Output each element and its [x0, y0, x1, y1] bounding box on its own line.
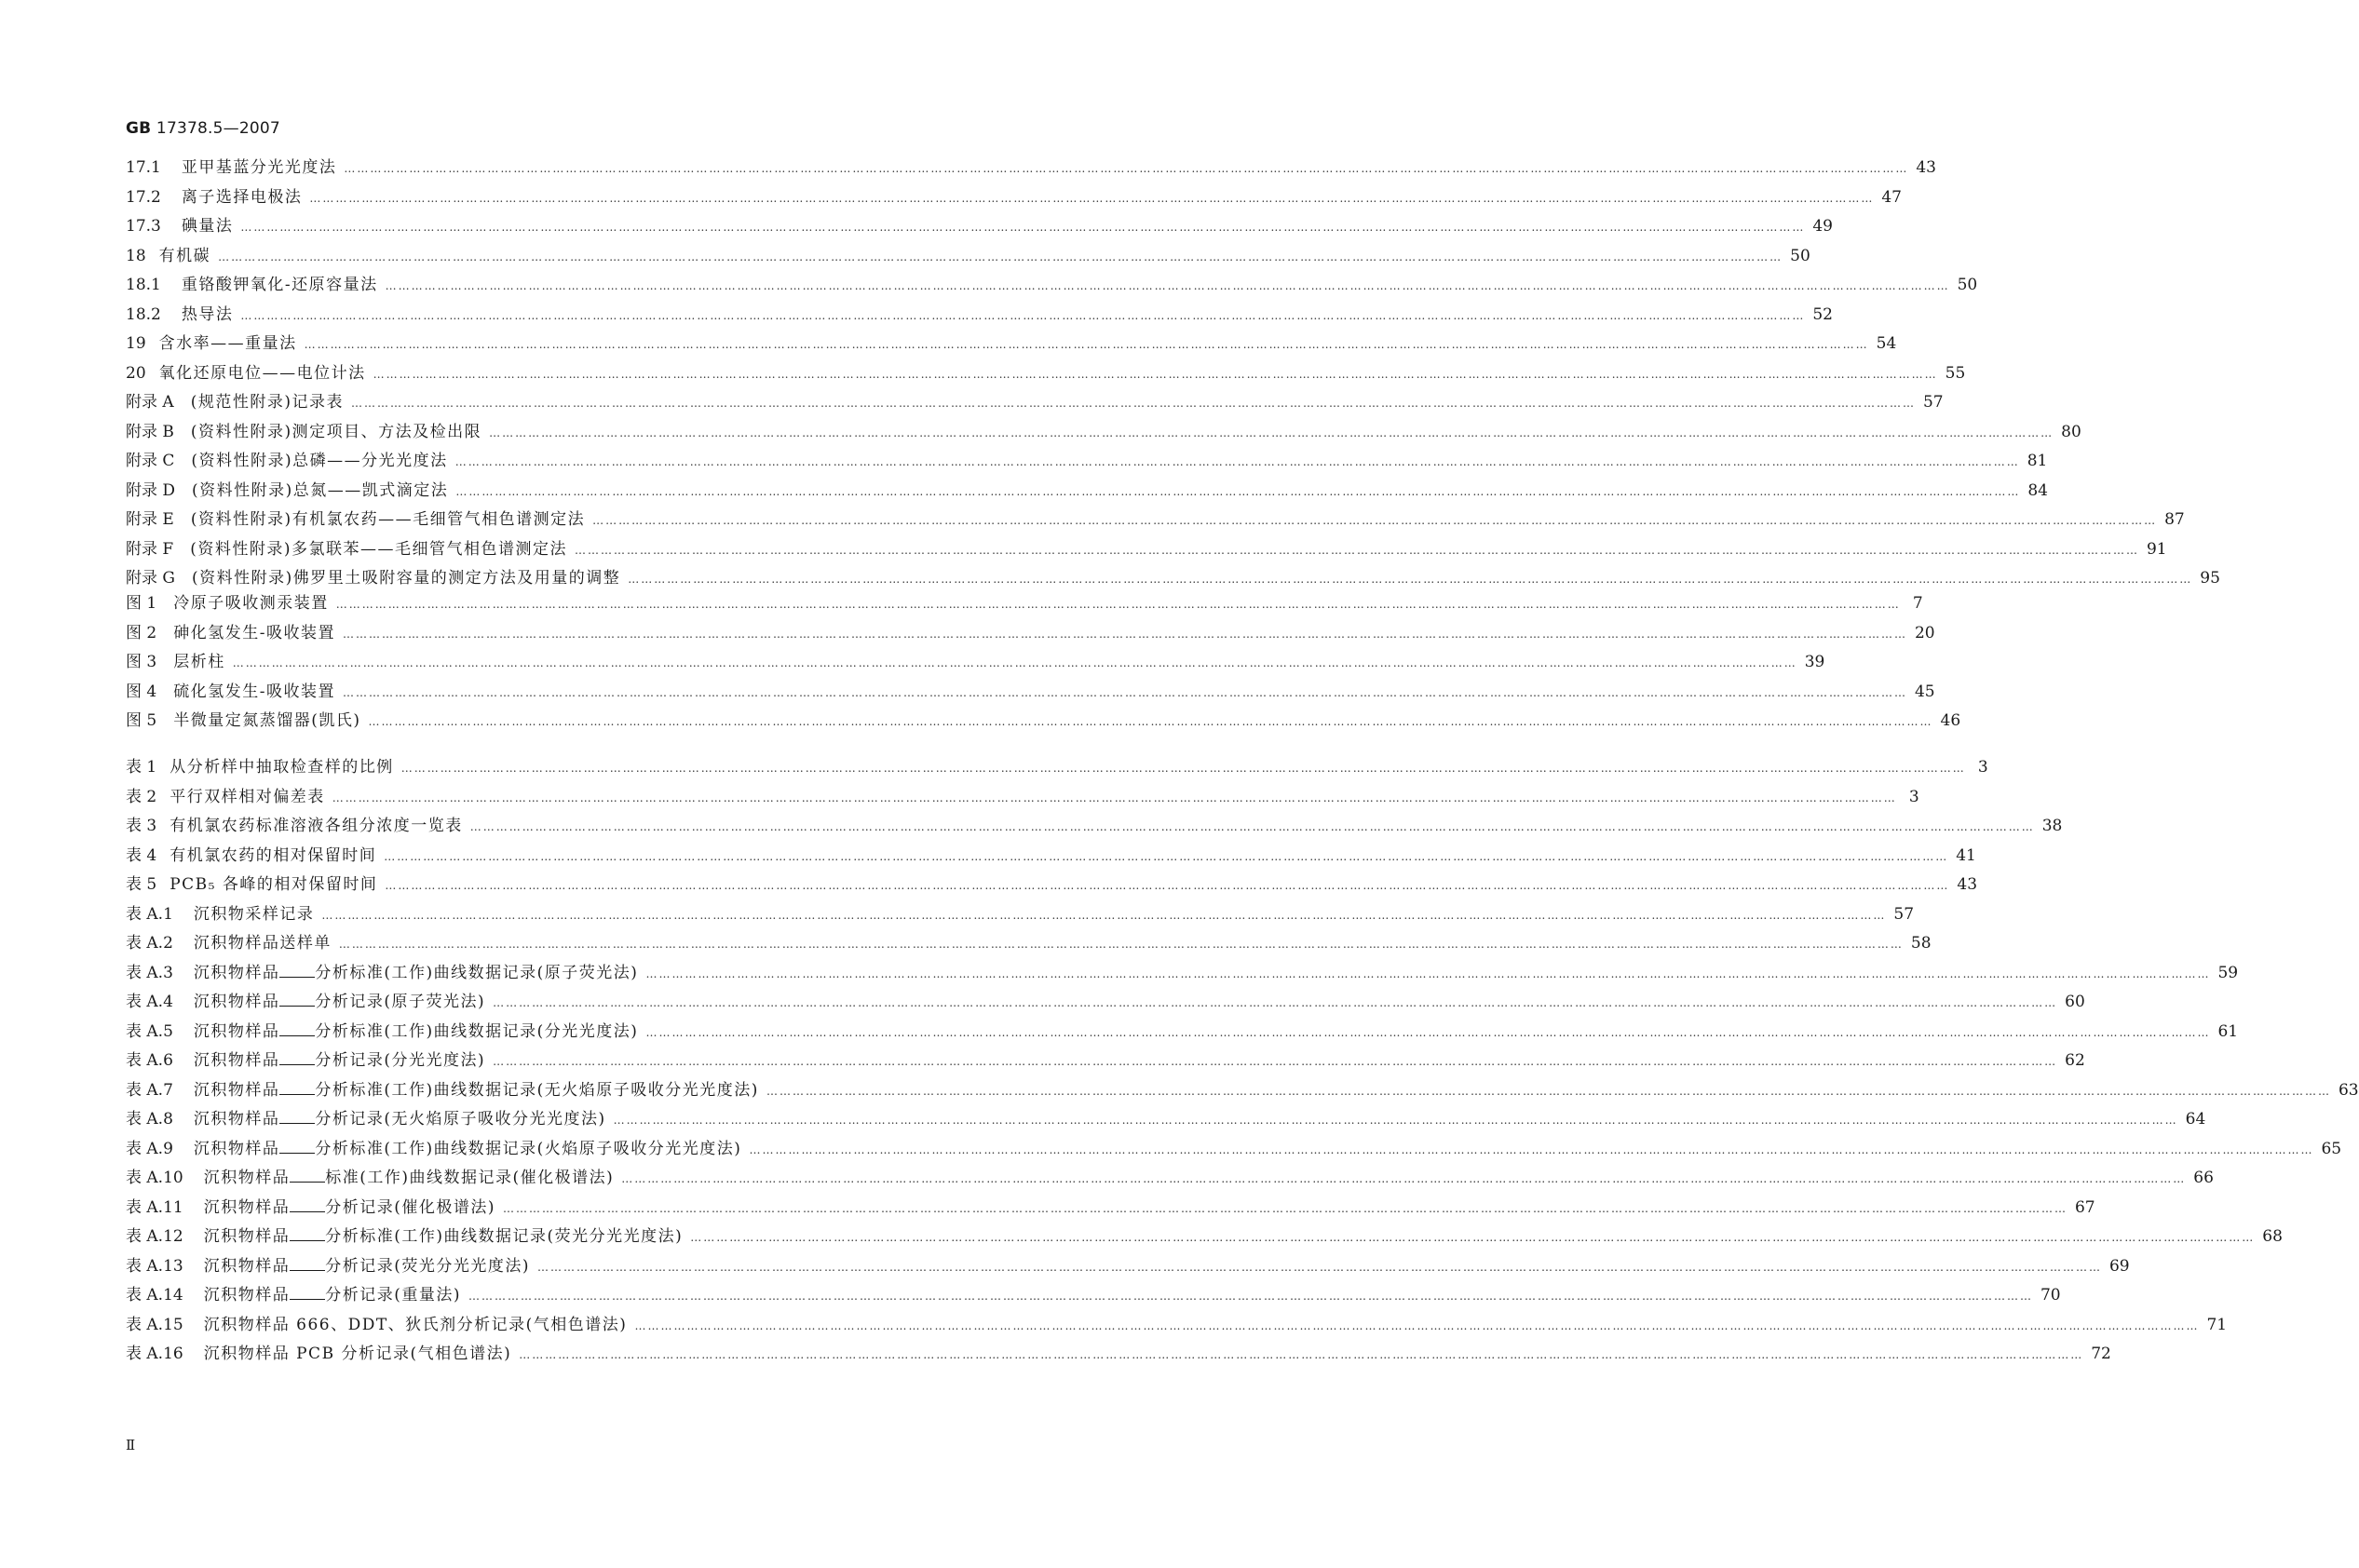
- entry-title-suffix: 分析标准(工作)曲线数据记录(荧光分光光度法): [325, 1227, 684, 1246]
- entry-page-number: 61: [2217, 1021, 2239, 1041]
- page-number: Ⅱ: [126, 1437, 136, 1453]
- fill-in-blank: [279, 1051, 315, 1065]
- entry-title-suffix: 标准(工作)曲线数据记录(催化极谱法): [325, 1169, 615, 1187]
- entry-number: 17.1: [126, 158, 161, 177]
- dot-leader: ………………………………………………………………………………………………………………………………………………………………………………………………………………………………………………………………………………………………………………………………: [304, 338, 1869, 351]
- entry-title: [194, 959, 639, 989]
- entry-number: 表 5: [126, 875, 157, 894]
- entry-number: 18.1: [126, 276, 161, 294]
- toc-entry[interactable]: [126, 447, 2048, 477]
- entry-title: 硫化氢发生-吸收装置: [173, 682, 335, 701]
- toc-entry[interactable]: [126, 1340, 2111, 1370]
- entry-number: 20: [126, 363, 146, 383]
- entry-page-number: 7: [1912, 594, 1923, 613]
- toc-entry[interactable]: [126, 619, 1935, 649]
- entry-title-suffix: 分析标准(工作)曲线数据记录(火焰原子吸收分光光度法): [315, 1139, 742, 1158]
- toc-entry[interactable]: [126, 1311, 2228, 1341]
- entry-page-number: 20: [1914, 623, 1935, 642]
- entry-title: [169, 871, 377, 900]
- entry-title: [194, 988, 485, 1018]
- dot-leader: ………………………………………………………………………………………………………………………………………………………………………………………………………………………………………………………………………………………………………………………………: [634, 1318, 2200, 1332]
- entry-title-text: 沉积物样品: [203, 1169, 291, 1187]
- entry-title: [194, 1018, 639, 1048]
- entry-number: 表 2: [126, 787, 157, 806]
- entry-title-text: 有机氯农药标准溶液各组分浓度一览表: [169, 817, 463, 835]
- dot-leader: ………………………………………………………………………………………………………………………………………………………………………………………………………………………………………………………………………………………………………………………………: [574, 543, 2139, 557]
- entry-page-number: 80: [2061, 422, 2081, 441]
- entry-page-number: 46: [1940, 711, 1961, 730]
- entry-title-text: 从分析样中抽取检查样的比例: [169, 758, 394, 777]
- toc-entry[interactable]: [126, 1018, 2239, 1048]
- entry-page-number: 50: [1957, 276, 1978, 294]
- entry-number: 表 A.5: [126, 1021, 173, 1041]
- toc-entry[interactable]: [126, 535, 2167, 565]
- toc-entry[interactable]: [126, 477, 2048, 507]
- entry-title: (资料性附录)多氯联苯——毛细管气相色谱测定法: [190, 539, 567, 559]
- dot-leader: ………………………………………………………………………………………………………………………………………………………………………………………………………………………………………………………………………………………………………………………………: [690, 1231, 2256, 1244]
- toc-entry[interactable]: [126, 271, 1978, 301]
- toc-entry[interactable]: [126, 1047, 2085, 1076]
- entry-number: 表 A.9: [126, 1139, 173, 1158]
- entry-title: 有机碳: [158, 246, 211, 265]
- entry-title: [204, 1311, 628, 1341]
- fill-in-blank: [279, 964, 315, 978]
- toc-entry[interactable]: [126, 589, 1923, 619]
- entry-title-text: 沉积物样品: [193, 1139, 280, 1158]
- fill-in-blank: [279, 993, 315, 1007]
- toc-entry[interactable]: [126, 359, 1966, 389]
- dot-leader: ………………………………………………………………………………………………………………………………………………………………………………………………………………………………………………………………………………………………………………………………: [338, 938, 1904, 951]
- entry-number: 表 A.1: [126, 904, 173, 924]
- entry-title-text: 沉积物样品: [193, 993, 280, 1011]
- entry-title-suffix: 分析记录(催化极谱法): [325, 1197, 495, 1217]
- fill-in-blank: [279, 1022, 315, 1036]
- toc-entry[interactable]: [126, 212, 1833, 242]
- entry-title-suffix: 分析记录(原子荧光法): [315, 993, 486, 1011]
- entry-number: 表 4: [126, 845, 157, 865]
- entry-page-number: 43: [1916, 158, 1936, 177]
- entry-page-number: 84: [2027, 480, 2048, 500]
- entry-title: 层析柱: [173, 653, 225, 671]
- entry-title: (资料性附录)测定项目、方法及检出限: [190, 422, 482, 441]
- toc-entry[interactable]: [126, 388, 1944, 418]
- dot-leader: ………………………………………………………………………………………………………………………………………………………………………………………………………………………………………………………………………………………………………………………………: [232, 656, 1797, 669]
- entry-number: 表 A.12: [126, 1227, 183, 1246]
- entry-number: 表 A.11: [126, 1197, 183, 1217]
- entry-page-number: 43: [1957, 875, 1978, 894]
- figure-list-section: [126, 589, 1961, 737]
- toc-entry[interactable]: [126, 1252, 2130, 1282]
- dot-leader: ………………………………………………………………………………………………………………………………………………………………………………………………………………………………………………………………………………………………………………………………: [489, 426, 2054, 439]
- entry-number: 附录 E: [126, 510, 174, 529]
- entry-title: 冷原子吸收测汞装置: [173, 594, 329, 613]
- entry-title: [194, 900, 315, 930]
- toc-entry[interactable]: [126, 959, 2239, 989]
- toc-entry[interactable]: [126, 1281, 2061, 1311]
- entry-title-text: 沉积物样品: [193, 1080, 280, 1100]
- entry-page-number: 95: [2200, 569, 2220, 588]
- entry-page-number: 68: [2262, 1227, 2283, 1246]
- entry-title: [194, 1076, 759, 1106]
- dot-leader: ………………………………………………………………………………………………………………………………………………………………………………………………………………………………………………………………………………………………………………………………: [613, 1114, 2178, 1127]
- entry-number: 表 A.14: [126, 1286, 183, 1304]
- entry-title: [204, 1340, 512, 1370]
- entry-title: [194, 1135, 742, 1165]
- dot-leader: ………………………………………………………………………………………………………………………………………………………………………………………………………………………………………………………………………………………………………………………………: [332, 791, 1897, 804]
- entry-title: 氧化还原电位——电位计法: [158, 363, 366, 383]
- entry-number: 表 A.13: [126, 1256, 183, 1276]
- entry-title-text: 沉积物样品: [203, 1286, 291, 1304]
- entry-page-number: 57: [1893, 904, 1915, 924]
- entry-number: 表 A.3: [126, 963, 173, 982]
- dot-leader: ………………………………………………………………………………………………………………………………………………………………………………………………………………………………………………………………………………………………………………………………: [368, 715, 1933, 728]
- entry-title-text: 沉积物样品: [193, 1110, 280, 1129]
- entry-page-number: 47: [1881, 187, 1902, 207]
- entry-title-suffix: 分析记录(分光光度法): [315, 1051, 486, 1070]
- entry-number: 表 3: [126, 817, 157, 835]
- entry-page-number: 72: [2091, 1345, 2111, 1363]
- dot-leader: ………………………………………………………………………………………………………………………………………………………………………………………………………………………………………………………………………………………………………………………………: [493, 1055, 2058, 1068]
- entry-number: 表 A.8: [126, 1110, 173, 1129]
- entry-number: 18: [126, 246, 146, 265]
- table-list-section: [126, 753, 2359, 1370]
- entry-title-text: 沉积物样品: [193, 1021, 280, 1041]
- dot-leader: ………………………………………………………………………………………………………………………………………………………………………………………………………………………………………………………………………………………………………………………………: [645, 966, 2211, 980]
- entry-page-number: 63: [2338, 1080, 2359, 1100]
- entry-title: [204, 1252, 530, 1282]
- entry-title: 热导法: [181, 304, 234, 324]
- entry-number: 图 1: [126, 594, 157, 613]
- dot-leader: ………………………………………………………………………………………………………………………………………………………………………………………………………………………………………………………………………………………………………………………………: [400, 762, 1966, 775]
- entry-title: (资料性附录)佛罗里土吸附容量的测定方法及用量的调整: [191, 569, 621, 588]
- entry-page-number: 3: [1977, 758, 1988, 777]
- toc-entry[interactable]: [126, 1076, 2359, 1106]
- fill-in-blank: [290, 1169, 325, 1183]
- entry-title: [169, 753, 394, 783]
- entry-page-number: 60: [2065, 993, 2085, 1011]
- entry-page-number: 3: [1908, 787, 1919, 806]
- entry-number: 表 A.2: [126, 934, 173, 953]
- entry-title: (资料性附录)总磷——分光光度法: [191, 452, 448, 470]
- entry-title-suffix: 分析记录(无火焰原子吸收分光光度法): [315, 1110, 606, 1129]
- dot-leader: ………………………………………………………………………………………………………………………………………………………………………………………………………………………………………………………………………………………………………………………………: [321, 908, 1887, 922]
- entry-page-number: 52: [1812, 304, 1833, 324]
- dot-leader: ………………………………………………………………………………………………………………………………………………………………………………………………………………………………………………………………………………………………………………………………: [621, 1172, 2187, 1185]
- entry-title: [204, 1164, 615, 1194]
- entry-title: [194, 929, 332, 959]
- entry-page-number: 81: [2027, 452, 2048, 470]
- dot-leader: ………………………………………………………………………………………………………………………………………………………………………………………………………………………………………………………………………………………………………………………………: [342, 627, 1907, 641]
- entry-number: 表 A.16: [126, 1345, 183, 1363]
- entry-title-suffix: 分析标准(工作)曲线数据记录(分光光度法): [315, 1021, 639, 1041]
- entry-title: [169, 812, 463, 842]
- toc-entry[interactable]: [126, 1194, 2095, 1223]
- entry-title-suffix: 分析记录(重量法): [325, 1286, 461, 1304]
- entry-title: 离子选择电极法: [181, 187, 303, 207]
- entry-number: 图 5: [126, 711, 157, 730]
- dot-leader: ………………………………………………………………………………………………………………………………………………………………………………………………………………………………………………………………………………………………………………………………: [645, 1025, 2211, 1039]
- dot-leader: ………………………………………………………………………………………………………………………………………………………………………………………………………………………………………………………………………………………………………………………………: [240, 308, 1806, 322]
- entry-title-text: 沉积物样品 PCB 分析记录(气相色谱法): [203, 1345, 512, 1363]
- entry-title-text: 沉积物样品: [203, 1197, 291, 1217]
- toc-entry[interactable]: [126, 1105, 2206, 1135]
- entry-page-number: 54: [1876, 334, 1897, 353]
- entry-page-number: 50: [1790, 246, 1810, 265]
- entry-number: 图 3: [126, 653, 157, 671]
- entry-title-text: 沉积物样品: [203, 1256, 291, 1276]
- entry-page-number: 65: [2321, 1139, 2342, 1158]
- toc-entry[interactable]: [126, 783, 1919, 813]
- dot-leader: ………………………………………………………………………………………………………………………………………………………………………………………………………………………………………………………………………………………………………………………………: [454, 455, 2020, 468]
- toc-entry[interactable]: [126, 1135, 2342, 1165]
- fill-in-blank: [279, 1081, 315, 1095]
- fill-in-blank: [290, 1286, 325, 1300]
- entry-page-number: 91: [2146, 539, 2167, 559]
- entry-title-suffix: 分析标准(工作)曲线数据记录(原子荧光法): [315, 963, 639, 982]
- entry-title: [204, 1194, 495, 1223]
- toc-entry[interactable]: [126, 753, 1988, 783]
- entry-number: 附录 A: [126, 393, 174, 412]
- toc-entry[interactable]: [126, 871, 1978, 900]
- dot-leader: ………………………………………………………………………………………………………………………………………………………………………………………………………………………………………………………………………………………………………………………………: [344, 162, 1909, 175]
- entry-number: 表 A.4: [126, 993, 173, 1011]
- entry-number: 附录 G: [126, 569, 175, 588]
- entry-title: 半微量定氮蒸馏器(凯氏): [173, 711, 361, 730]
- entry-page-number: 39: [1804, 653, 1825, 671]
- entry-title: (资料性附录)总氮——凯式滴定法: [192, 480, 449, 500]
- toc-entry[interactable]: [126, 183, 1902, 213]
- entry-number: 表 A.6: [126, 1051, 173, 1070]
- entry-title: (资料性附录)有机氯农药——毛细管气相色谱测定法: [190, 510, 586, 529]
- entry-page-number: 49: [1812, 217, 1833, 236]
- dot-leader: ………………………………………………………………………………………………………………………………………………………………………………………………………………………………………………………………………………………………………………………………: [335, 598, 1901, 611]
- dot-leader: ………………………………………………………………………………………………………………………………………………………………………………………………………………………………………………………………………………………………………………………………: [469, 820, 2035, 833]
- dot-leader: ………………………………………………………………………………………………………………………………………………………………………………………………………………………………………………………………………………………………………………………………: [373, 367, 1938, 381]
- entry-page-number: 41: [1956, 845, 1976, 865]
- toc-entry[interactable]: [126, 900, 1915, 930]
- entry-number: 附录 D: [126, 480, 176, 500]
- dot-leader: ………………………………………………………………………………………………………………………………………………………………………………………………………………………………………………………………………………………………………………………………: [384, 849, 1949, 863]
- standard-code: GB: [126, 119, 152, 138]
- fill-in-blank: [290, 1198, 325, 1212]
- entry-number: 图 2: [126, 623, 157, 642]
- entry-title-suffix: 分析记录(荧光分光光度法): [325, 1256, 530, 1276]
- entry-page-number: 57: [1922, 393, 1944, 412]
- toc-entry[interactable]: [126, 929, 1932, 959]
- entry-title: [169, 783, 325, 813]
- dot-leader: ………………………………………………………………………………………………………………………………………………………………………………………………………………………………………………………………………………………………………………………………: [519, 1348, 2084, 1361]
- entry-page-number: 87: [2164, 510, 2185, 529]
- dot-leader: ………………………………………………………………………………………………………………………………………………………………………………………………………………………………………………………………………………………………………………………………: [385, 279, 1950, 292]
- fill-in-blank: [279, 1140, 315, 1154]
- entry-number: 附录 B: [126, 422, 174, 441]
- standard-header: [126, 119, 280, 138]
- dot-leader: ………………………………………………………………………………………………………………………………………………………………………………………………………………………………………………………………………………………………………………………………: [493, 996, 2058, 1009]
- entry-number: 表 A.10: [126, 1169, 183, 1187]
- toc-entry[interactable]: [126, 678, 1935, 708]
- toc-entry[interactable]: [126, 330, 1897, 359]
- entry-title: 重铬酸钾氧化-还原容量法: [181, 276, 378, 294]
- entry-page-number: 55: [1945, 363, 1966, 383]
- toc-entry[interactable]: [126, 1164, 2214, 1194]
- entry-title-text: 沉积物样品: [203, 1227, 291, 1246]
- standard-number: 17378.5—2007: [156, 119, 280, 138]
- entry-page-number: 69: [2108, 1256, 2130, 1276]
- entry-number: 附录 C: [126, 452, 175, 470]
- entry-title: 砷化氢发生-吸收装置: [173, 623, 335, 642]
- dot-leader: ………………………………………………………………………………………………………………………………………………………………………………………………………………………………………………………………………………………………………………………………: [240, 221, 1806, 234]
- toc-section: [126, 154, 2220, 594]
- entry-number: 18.2: [126, 304, 161, 324]
- dot-leader: ………………………………………………………………………………………………………………………………………………………………………………………………………………………………………………………………………………………………………………………………: [350, 397, 1916, 410]
- entry-title-text: 沉积物样品送样单: [193, 934, 332, 953]
- entry-page-number: 67: [2074, 1197, 2095, 1217]
- entry-title: [204, 1223, 684, 1252]
- toc-entry[interactable]: [126, 1223, 2283, 1252]
- dot-leader: ………………………………………………………………………………………………………………………………………………………………………………………………………………………………………………………………………………………………………………………………: [455, 484, 2021, 498]
- entry-title-text: 沉积物样品: [193, 1051, 280, 1070]
- entry-title: 含水率——重量法: [158, 334, 297, 353]
- dot-leader: ………………………………………………………………………………………………………………………………………………………………………………………………………………………………………………………………………………………………………………………………: [218, 250, 1783, 264]
- fill-in-blank: [279, 1110, 315, 1124]
- entry-title: 亚甲基蓝分光光度法: [181, 158, 337, 177]
- entry-title: [194, 1047, 485, 1076]
- toc-entry[interactable]: [126, 154, 1936, 183]
- entry-title-text: 有机氯农药的相对保留时间: [169, 845, 377, 865]
- toc-entry[interactable]: [126, 707, 1961, 737]
- dot-leader: ………………………………………………………………………………………………………………………………………………………………………………………………………………………………………………………………………………………………………………………………: [592, 514, 2158, 527]
- toc-entry[interactable]: [126, 301, 1833, 331]
- dot-leader: ………………………………………………………………………………………………………………………………………………………………………………………………………………………………………………………………………………………………………………………………: [502, 1201, 2068, 1215]
- dot-leader: ………………………………………………………………………………………………………………………………………………………………………………………………………………………………………………………………………………………………………………………………: [385, 879, 1950, 892]
- entry-page-number: 64: [2185, 1110, 2206, 1129]
- fill-in-blank: [290, 1257, 325, 1271]
- dot-leader: ………………………………………………………………………………………………………………………………………………………………………………………………………………………………………………………………………………………………………………………………: [536, 1260, 2102, 1274]
- toc-entry[interactable]: [126, 418, 2081, 448]
- entry-title-text: 沉积物样品: [193, 963, 280, 982]
- toc-entry[interactable]: [126, 842, 1976, 872]
- entry-number: 17.3: [126, 217, 161, 236]
- entry-number: 表 A.15: [126, 1315, 183, 1334]
- dot-leader: ………………………………………………………………………………………………………………………………………………………………………………………………………………………………………………………………………………………………………………………………: [628, 573, 2193, 586]
- dot-leader: ………………………………………………………………………………………………………………………………………………………………………………………………………………………………………………………………………………………………………………………………: [766, 1084, 2331, 1098]
- entry-title: [169, 842, 376, 872]
- entry-number: 17.2: [126, 187, 161, 207]
- entry-number: 表 1: [126, 758, 157, 777]
- entry-title-suffix: 分析标准(工作)曲线数据记录(无火焰原子吸收分光光度法): [315, 1080, 759, 1100]
- entry-page-number: 70: [2040, 1286, 2061, 1304]
- dot-leader: ………………………………………………………………………………………………………………………………………………………………………………………………………………………………………………………………………………………………………………………………: [309, 191, 1875, 205]
- entry-number: 表 A.7: [126, 1080, 173, 1100]
- toc-entry[interactable]: [126, 242, 1810, 272]
- entry-number: 图 4: [126, 682, 157, 701]
- toc-entry[interactable]: [126, 648, 1825, 678]
- entry-title-text: PCB₅ 各峰的相对保留时间: [169, 875, 378, 894]
- dot-leader: ………………………………………………………………………………………………………………………………………………………………………………………………………………………………………………………………………………………………………………………………: [749, 1142, 2314, 1156]
- dot-leader: ………………………………………………………………………………………………………………………………………………………………………………………………………………………………………………………………………………………………………………………………: [342, 685, 1907, 699]
- entry-title: [194, 1105, 606, 1135]
- entry-page-number: 59: [2217, 963, 2239, 982]
- entry-page-number: 58: [1910, 934, 1932, 953]
- toc-entry[interactable]: [126, 506, 2185, 535]
- dot-leader: ………………………………………………………………………………………………………………………………………………………………………………………………………………………………………………………………………………………………………………………………: [468, 1290, 2033, 1303]
- toc-entry[interactable]: [126, 988, 2085, 1018]
- entry-number: 附录 F: [126, 539, 174, 559]
- entry-title: 碘量法: [181, 217, 234, 236]
- entry-title-text: 沉积物样品 666、DDT、狄氏剂分析记录(气相色谱法): [203, 1315, 628, 1334]
- entry-page-number: 38: [2041, 817, 2063, 835]
- entry-page-number: 71: [2206, 1315, 2228, 1334]
- entry-title: (规范性附录)记录表: [190, 393, 344, 412]
- entry-page-number: 45: [1914, 682, 1935, 701]
- entry-title: [204, 1281, 461, 1311]
- fill-in-blank: [290, 1227, 325, 1241]
- toc-entry[interactable]: [126, 812, 2063, 842]
- entry-number: 19: [126, 334, 146, 353]
- entry-title-text: 沉积物采样记录: [193, 904, 315, 924]
- entry-page-number: 66: [2193, 1169, 2214, 1187]
- entry-title-text: 平行双样相对偏差表: [169, 787, 325, 806]
- entry-page-number: 62: [2065, 1051, 2085, 1070]
